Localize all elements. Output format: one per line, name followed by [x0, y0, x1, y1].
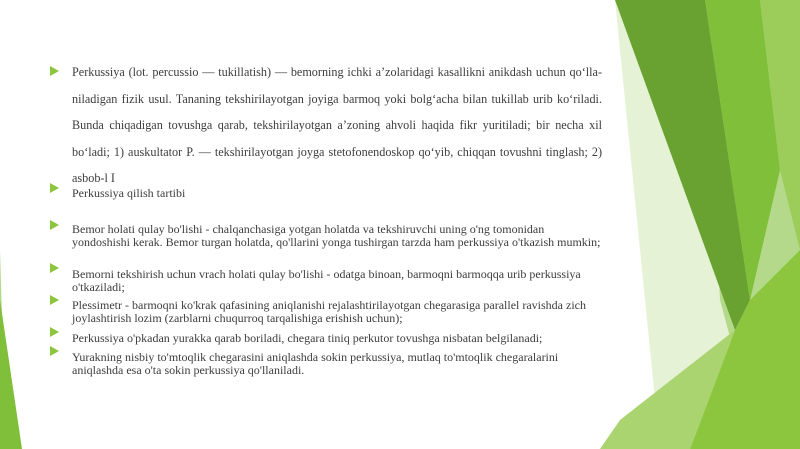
bullet-icon: [50, 263, 59, 273]
bullet-icon: [50, 295, 59, 305]
bullet-icon: [50, 66, 59, 76]
bullet-icon: [50, 220, 59, 230]
bullet-icon: [50, 346, 59, 356]
paragraph-patient-position: Bemor holati qulay bo'lishi - chalqanchasiga yotgan holatda va tekshiruvchi uning o'ng tomonidan yondoshishi kerak. Bemor turgan holatda, qo'llarini yonga tushirgan tarzda ham perkussiya o'tkazish mumkin;: [72, 222, 601, 249]
paragraph-percussion-definition: Perkussiya (lot. percussio — tukillatish) — bemorning ichki a’zolaridagi kasallikni anikdash uchun qo‘lla-niladigan fizik usul. Tananing tekshirilayotgan joyiga barmoq yoki bolg‘acha bilan tukillab urib ko‘riladi. Bunda chiqadigan tovushga qarab, tekshirilayotgan a’zoning ahvoli haqida fikr yuritiladi; bir necha xil bo‘ladi; 1) auskultator P. — tekshirilayotgan joyga stetofonendoskop qo‘yib, chiqqan tovushni tinglash; 2) asbob-l I: [72, 65, 602, 185]
paragraph-direction: Perkussiya o'pkadan yurakka qarab boriladi, chegara tiniq perkutor tovushga nisbatan belgilanadi;: [72, 331, 543, 345]
bullet-icon: [50, 183, 59, 193]
paragraph-procedure-heading: Perkussiya qilish tartibi: [72, 186, 186, 200]
paragraph-doctor-position: Bemorni tekshirish uchun vrach holati qulay bo'lishi - odatga binoan, barmoqni barmoqqa urib perkussiya o'tkaziladi;: [72, 267, 581, 294]
paragraph-pleximeter: Plessimetr - barmoqni ko'krak qafasining aniqlanishi rejalashtirilayotgan chegarasiga parallel ravishda zich joylashtirish lozim (zarblarni chuqurroq tarqalishiga erishish uchun);: [72, 298, 586, 325]
bullet-icon: [50, 327, 59, 337]
paragraph-heart-borders: Yurakning nisbiy to'mtoqlik chegarasini aniqlashda sokin perkussiya, mutlaq to'mtoqlik chegaralarini aniqlashda esa o'ta sokin perkussiya qo'llaniladi.: [72, 350, 559, 377]
